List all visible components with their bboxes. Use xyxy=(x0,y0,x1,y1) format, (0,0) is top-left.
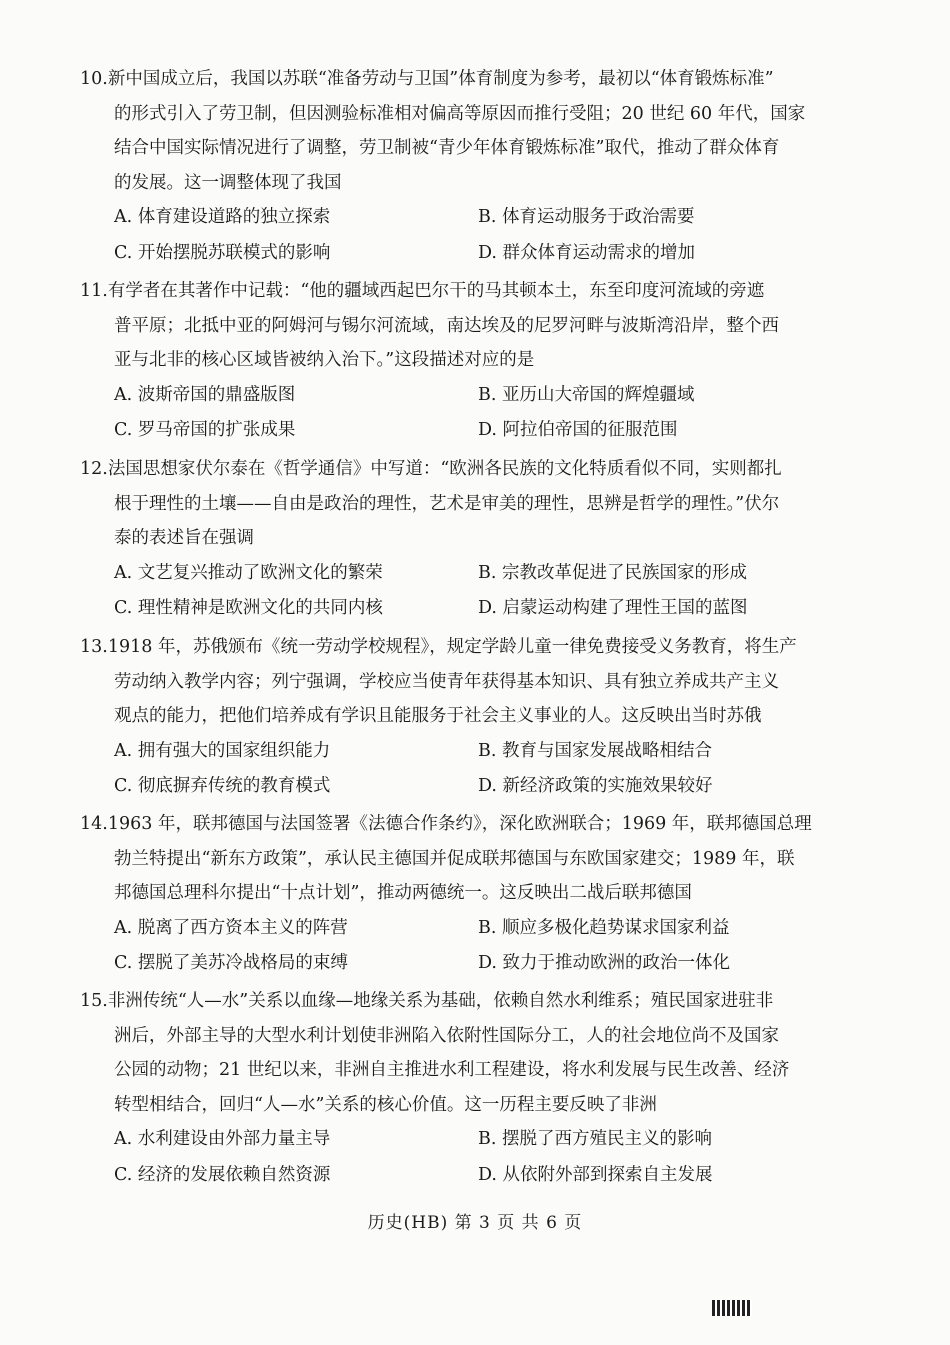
option-b: B. 教育与国家发展战略相结合 xyxy=(478,740,712,761)
qr-code-icon xyxy=(712,1300,752,1316)
page-footer: 历史(HB) 第 3 页 共 6 页 xyxy=(367,1213,583,1233)
question-options xyxy=(80,200,820,271)
option-b: B. 体育运动服务于政治需要 xyxy=(478,207,695,227)
option-a: A. 文艺复兴推动了欧洲文化的繁荣 xyxy=(114,562,383,583)
question-number: 13. xyxy=(80,637,108,657)
option-c: C. 理性精神是欧洲文化的共同内核 xyxy=(114,598,383,618)
option-c: C. 经济的发展依赖自然资源 xyxy=(114,1164,331,1185)
question-stem: 10.新中国成立后，我国以苏联“准备劳动与卫国”体育制度为参考，最初以“体育锻炼标准” 的形式引入了劳卫制，但因测验标准相对偏高等原因而推行受阻；20 世纪 60 年代，国家 结合中国实际情况进行了调整，劳卫制被“青少年体育锻炼标准”取代，推动了群众体育 的发展。这一调整体现了我国 xyxy=(80,62,820,200)
question-options xyxy=(80,556,820,627)
question-15 xyxy=(80,984,820,1193)
option-a: A. 水利建设由外部力量主导 xyxy=(114,1129,331,1149)
question-number: 10. xyxy=(80,69,108,89)
option-b: B. 摆脱了西方殖民主义的影响 xyxy=(478,1129,712,1149)
option-d: D. 群众体育运动需求的增加 xyxy=(478,242,696,263)
question-number: 12. xyxy=(80,459,108,479)
option-d: D. 致力于推动欧洲的政治一体化 xyxy=(478,953,731,973)
option-d: D. 新经济政策的实施效果较好 xyxy=(478,776,713,796)
question-stem: 14.1963 年，联邦德国与法国签署《法德合作条约》，深化欧洲联合；1969 年，联邦德国总理 勃兰特提出“新东方政策”，承认民主德国并促成联邦德国与东欧国家建交；1989 年，联 邦德国总理科尔提出“十点计划”，推动两德统一。这反映出二战后联邦德国 xyxy=(80,807,820,911)
question-10 xyxy=(80,62,820,271)
option-c: C. 罗马帝国的扩张成果 xyxy=(114,420,296,440)
question-options xyxy=(80,378,820,449)
question-11 xyxy=(80,274,820,449)
option-c: C. 开始摆脱苏联模式的影响 xyxy=(114,242,331,263)
option-d: D. 从依附外部到探索自主发展 xyxy=(478,1164,713,1185)
question-number: 15. xyxy=(80,991,108,1011)
question-13 xyxy=(80,630,820,805)
option-d: D. 阿拉伯帝国的征服范围 xyxy=(478,420,678,440)
option-a: A. 脱离了西方资本主义的阵营 xyxy=(114,917,348,938)
option-b: B. 顺应多极化趋势谋求国家利益 xyxy=(478,917,730,938)
question-options xyxy=(80,1122,820,1193)
question-stem: 15.非洲传统“人—水”关系以血缘—地缘关系为基础，依赖自然水利维系；殖民国家进驻非 洲后，外部主导的大型水利计划使非洲陷入依附性国际分工，人的社会地位尚不及国家 公园的动物；21 世纪以来，非洲自主推进水利工程建设，将水利发展与民生改善、经济 转型相结合，回归“人—水”关系的核心价值。这一历程主要反映了非洲 xyxy=(80,984,820,1122)
question-options xyxy=(80,911,820,982)
question-stem: 12.法国思想家伏尔泰在《哲学通信》中写道：“欧洲各民族的文化特质看似不同，实则都扎 根于理性的土壤——自由是政治的理性，艺术是审美的理性，思辨是哲学的理性。”伏尔 泰的表述旨在强调 xyxy=(80,452,820,556)
option-a: A. 波斯帝国的鼎盛版图 xyxy=(114,384,296,405)
question-stem: 13.1918 年，苏俄颁布《统一劳动学校规程》，规定学龄儿童一律免费接受义务教育，将生产 劳动纳入教学内容；列宁强调，学校应当使青年获得基本知识、具有独立养成共产主义 观点的能力，把他们培养成有学识且能服务于社会主义事业的人。这反映出当时苏俄 xyxy=(80,630,820,734)
question-number: 11. xyxy=(80,281,108,301)
question-stem: 11.有学者在其著作中记载：“他的疆域西起巴尔干的马其顿本土，东至印度河流域的旁遮 普平原；北抵中亚的阿姆河与锡尔河流域，南达埃及的尼罗河畔与波斯湾沿岸，整个西 亚与北非的核心区域皆被纳入治下。”这段描述对应的是 xyxy=(80,274,820,378)
question-options xyxy=(80,734,820,805)
option-a: A. 拥有强大的国家组织能力 xyxy=(114,740,331,761)
option-c: C. 彻底摒弃传统的教育模式 xyxy=(114,776,331,796)
option-c: C. 摆脱了美苏冷战格局的束缚 xyxy=(114,953,348,973)
question-number: 14. xyxy=(80,814,108,834)
option-a: A. 体育建设道路的独立探索 xyxy=(114,207,331,227)
question-12 xyxy=(80,452,820,627)
question-14 xyxy=(80,807,820,982)
option-d: D. 启蒙运动构建了理性王国的蓝图 xyxy=(478,598,748,618)
option-b: B. 亚历山大帝国的辉煌疆域 xyxy=(478,384,695,405)
option-b: B. 宗教改革促进了民族国家的形成 xyxy=(478,562,747,583)
